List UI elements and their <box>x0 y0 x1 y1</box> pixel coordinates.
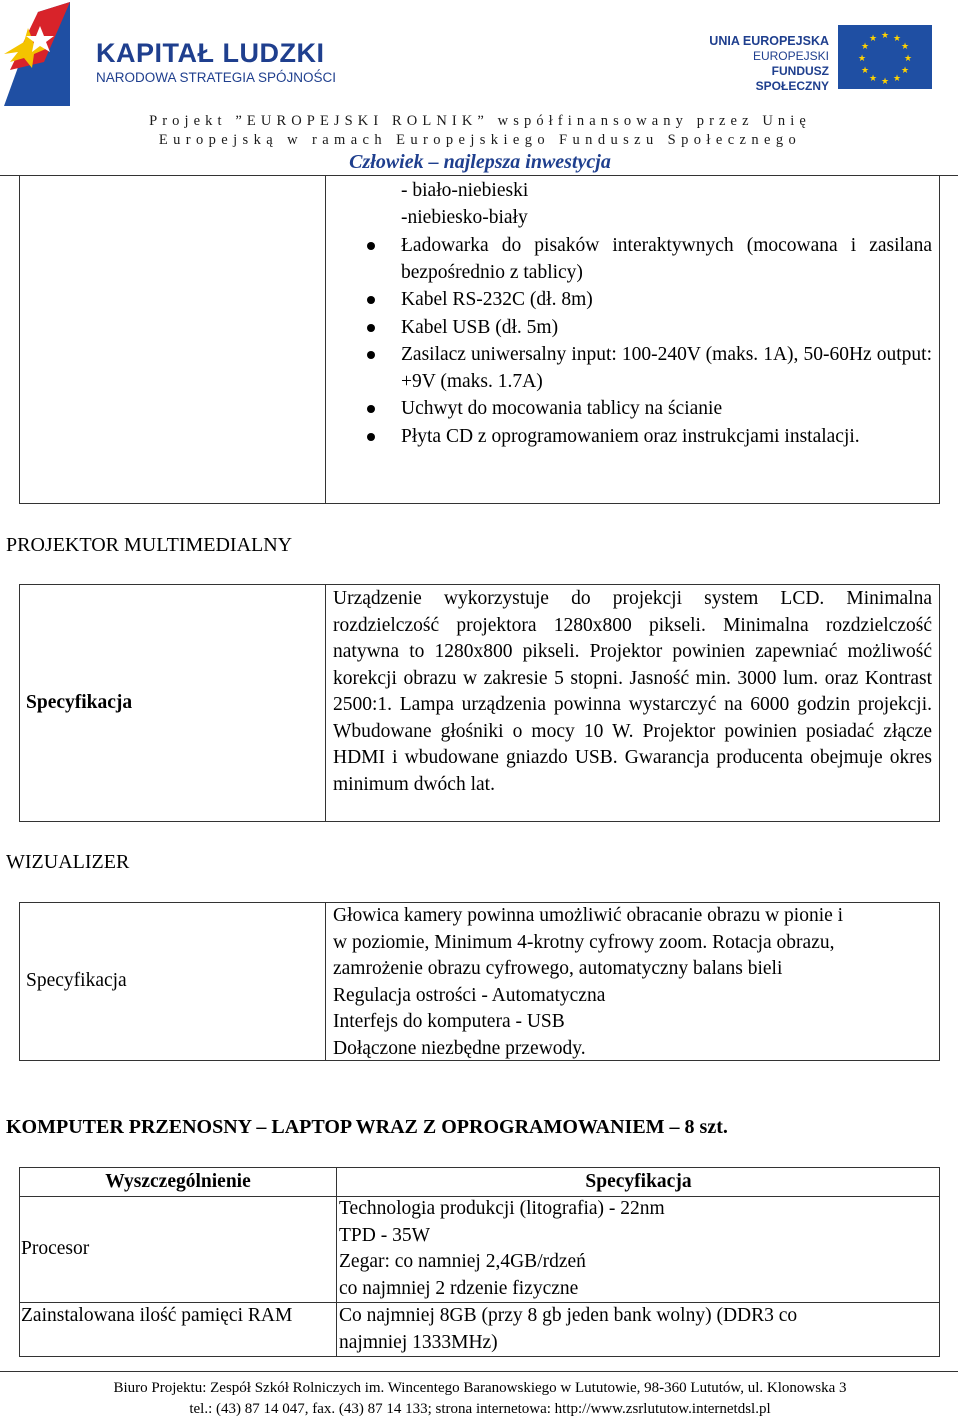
svg-text:★: ★ <box>903 54 913 64</box>
svg-text:★: ★ <box>868 34 878 44</box>
column-header-spec: Specyfikacja <box>585 1171 692 1192</box>
list-item <box>401 287 932 314</box>
list-item-text: Kabel USB (dł. 5m) <box>401 316 559 338</box>
svg-text:★: ★ <box>900 42 910 52</box>
projector-spec-text: Urządzenie wykorzystuje do projekcji system LCD. Minimalna rozdzielczość projektora 1280x800 pikseli. Minimalna rozdzielczość natywna to 1280x800 pikseli. Projektor powinien zapewniać możliwość korekcji obrazu w zakresie 5 stopni. Jasność min. 3000 lum. oraz Kontrast 2500:1. Lampa urządzenia powinna wystarczyć na 6000 godzin projekcji. Wbudowane głośniki o mocy 10 W. Projektor powinien posiadać złącze HDMI i wbudowane gniazdo USB. Gwarancja producenta obejmuje okres minimum dwóch lat. <box>333 588 932 795</box>
spec-line: Zegar: co namniej 2,4GB/rdzeń <box>339 1251 586 1272</box>
list-item <box>401 342 932 395</box>
list-item <box>401 396 932 423</box>
bullet-icon <box>367 324 375 332</box>
spec-line: w poziomie, Minimum 4-krotny cyfrowy zoom. Rotacja obrazu, <box>333 931 835 953</box>
spec-line: Co najmniej 8GB (przy 8 gb jeden bank wolny) (DDR3 co <box>339 1305 798 1326</box>
list-item <box>401 424 932 451</box>
footer-contact: tel.: (43) 87 14 047, fax. (43) 87 14 133; strona internetowa: http://www.zsrlututow.internetdsl.pl <box>189 1401 771 1417</box>
kapital-ludzki-logo-icon <box>4 2 70 106</box>
continuation-table-content <box>401 178 932 450</box>
visualizer-table-divider <box>325 902 326 1061</box>
spec-line: zamrożenie obrazu cyfrowego, automatyczny balans bieli <box>333 958 783 979</box>
column-header-item: Wyszczególnienie <box>105 1171 251 1192</box>
row-label-ram: Zainstalowana ilość pamięci RAM <box>21 1305 293 1326</box>
bullet-icon <box>367 351 375 359</box>
kapital-ludzki-title: KAPITAŁ LUDZKI <box>96 38 325 68</box>
laptop-heading: KOMPUTER PRZENOSNY – LAPTOP WRAZ Z OPROGRAMOWANIEM – 8 szt. <box>6 1116 728 1138</box>
bullet-icon <box>367 242 375 250</box>
list-item <box>401 315 932 342</box>
svg-text:★: ★ <box>868 74 878 84</box>
svg-text:★: ★ <box>860 42 870 52</box>
svg-text:★: ★ <box>880 31 890 41</box>
spec-line: Technologia produkcji (litografia) - 22nm <box>339 1198 665 1219</box>
svg-text:★: ★ <box>880 77 890 87</box>
dash-item: -niebiesko-biały <box>401 206 528 228</box>
projector-heading: PROJEKTOR MULTIMEDIALNY <box>6 534 293 556</box>
spec-line: najmniej 1333MHz) <box>339 1331 498 1353</box>
spec-line: TPD - 35W <box>339 1224 430 1246</box>
svg-text:★: ★ <box>860 66 870 76</box>
projector-table-divider <box>325 584 326 822</box>
spec-line: Dołączone niezbędne przewody. <box>333 1037 586 1059</box>
bullet-icon <box>367 405 375 413</box>
spec-line: Regulacja ostrości - Automatyczna <box>333 984 606 1006</box>
eu-label-line3: FUNDUSZ SPOŁECZNY <box>755 64 829 93</box>
footer-divider <box>0 1371 958 1372</box>
dash-item: - biało-niebieski <box>401 180 529 201</box>
svg-text:★: ★ <box>900 66 910 76</box>
eu-label-line2: EUROPEJSKI <box>752 49 829 63</box>
eu-fund-label <box>699 34 829 94</box>
list-item-text: Uchwyt do mocowania tablicy na ścianie <box>401 398 723 419</box>
eu-flag-icon <box>838 25 932 89</box>
svg-text:★: ★ <box>857 54 867 64</box>
kapital-ludzki-subtitle: NARODOWA STRATEGIA SPÓJNOŚCI <box>96 70 337 85</box>
eu-label-line1: UNIA EUROPEJSKA <box>709 34 829 48</box>
visualizer-spec-label: Specyfikacja <box>26 970 127 991</box>
project-line-2: Europejską w ramach Europejskiego Funduszu Społecznego <box>158 132 802 148</box>
project-line-1: Projekt ”EUROPEJSKI ROLNIK” współfinansowany przez Unię <box>149 113 811 129</box>
footer-address: Biuro Projektu: Zespół Szkół Rolniczych im. Wincentego Baranowskiego w Lututowie, 98-360 Lututów, ul. Klonowska 3 <box>113 1380 847 1396</box>
projector-spec-label: Specyfikacja <box>26 692 133 713</box>
continuation-table-divider <box>325 175 326 504</box>
list-item-text: Kabel RS-232C (dł. 8m) <box>401 289 593 310</box>
spec-line: Głowica kamery powinna umożliwić obracanie obrazu w pionie i <box>333 905 844 926</box>
motto: Człowiek – najlepsza inwestycja <box>349 151 611 173</box>
spec-line: Interfejs do komputera - USB <box>333 1011 565 1032</box>
list-item-text: Zasilacz uniwersalny input: 100-240V (maks. 1A), 50-60Hz output: +9V (maks. 1.7A) <box>401 344 932 392</box>
row-spec-processor <box>339 1196 937 1302</box>
visualizer-heading: WIZUALIZER <box>6 851 130 873</box>
svg-text:★: ★ <box>892 34 902 44</box>
bullet-icon <box>367 296 375 304</box>
visualizer-spec-text <box>333 903 938 1062</box>
row-label-processor: Procesor <box>21 1238 90 1259</box>
bullet-icon <box>367 433 375 441</box>
svg-text:★: ★ <box>892 74 902 84</box>
spec-line: co najmniej 2 rdzenie fizyczne <box>339 1277 579 1299</box>
list-item-text: Płyta CD z oprogramowaniem oraz instrukcjami instalacji. <box>401 425 860 447</box>
row-spec-ram <box>339 1303 937 1356</box>
list-item <box>401 233 932 286</box>
list-item-text: Ładowarka do pisaków interaktywnych (mocowana i zasilana bezpośrednio z tablicy) <box>401 235 932 283</box>
